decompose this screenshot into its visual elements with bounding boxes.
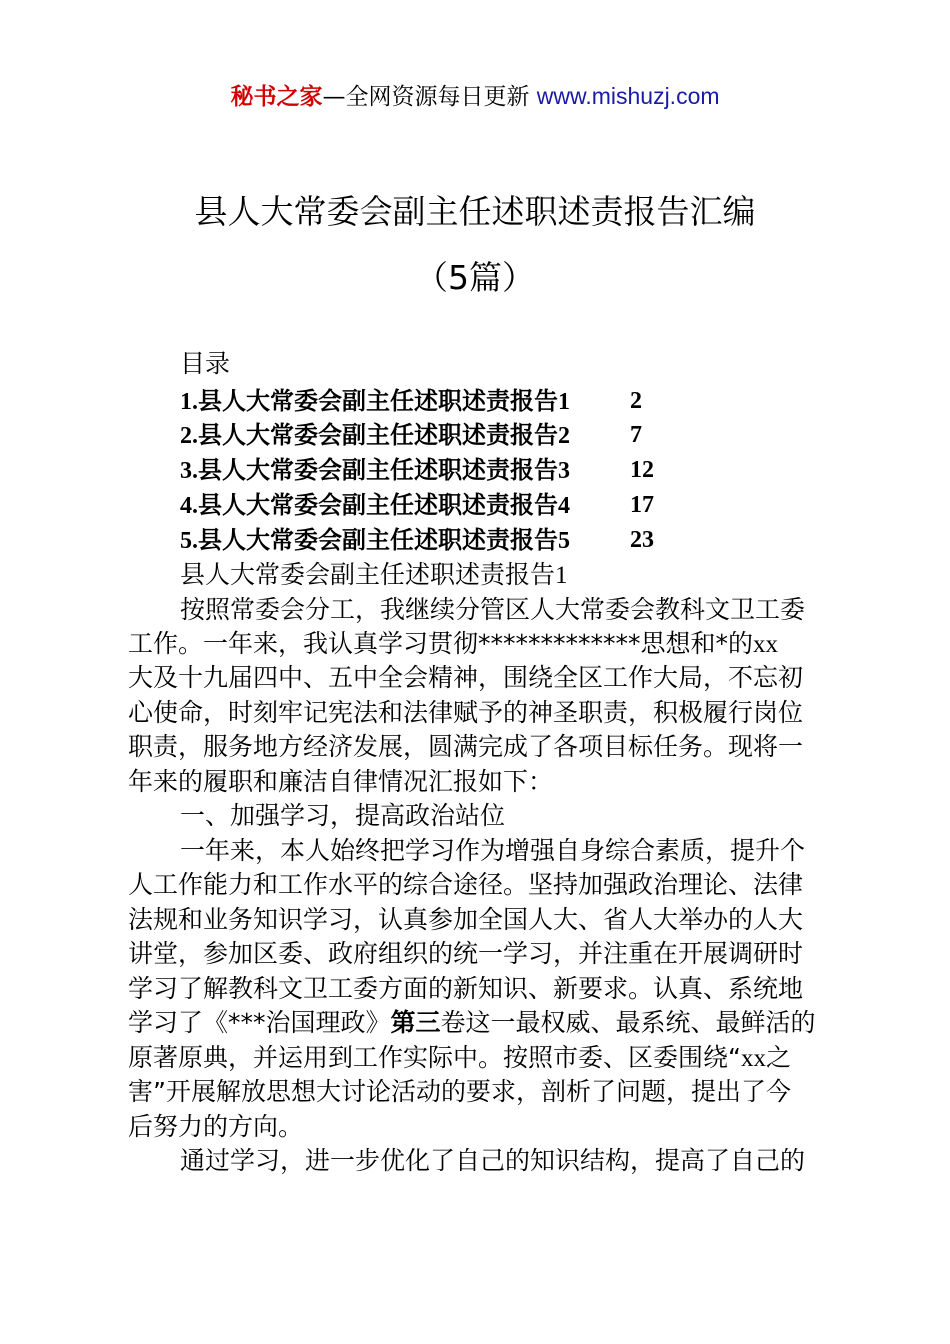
paragraph-text-xx: xx	[740, 1045, 766, 1072]
toc-entry-label: 县人大常委会副主任述职述责报告	[198, 456, 558, 484]
toc-entry-label: 县人大常委会副主任述职述责报告	[198, 491, 558, 519]
toc-entry-number: 4.	[180, 493, 198, 519]
paragraph-line	[128, 627, 778, 662]
toc-heading: 目录	[180, 349, 231, 378]
paragraph-line	[128, 1041, 791, 1076]
paragraph-line: 后努力的方向。	[128, 1112, 304, 1141]
paragraph-line: 讲堂，参加区委、政府组织的统一学习，并注重在开展调研时	[128, 939, 804, 968]
paragraph-text: 工作。一年来，我认真学习贯彻*************思想和*的	[128, 629, 754, 658]
paragraph-line: 法规和业务知识学习，认真参加全国人大、省人大举办的人大	[128, 905, 804, 934]
toc-entry-number: 5.	[180, 528, 198, 554]
paragraph-line: 通过学习，进一步优化了自己的知识结构，提高了自己的	[180, 1146, 806, 1175]
paragraph-line: 年来的履职和廉洁自律情况汇报如下：	[128, 767, 554, 796]
toc-entry-number: 2.	[180, 423, 198, 449]
header-slogan: —全网资源每日更新	[322, 84, 530, 110]
toc-entry-label: 县人大常委会副主任述职述责报告	[198, 526, 558, 554]
paragraph-text: 原著原典，并运用到工作实际中。按照市委、区委围绕“	[128, 1043, 741, 1072]
toc-entry-page: 23	[630, 527, 654, 553]
paragraph-text: 之	[765, 1043, 791, 1072]
toc-entry-number: 3.	[180, 458, 198, 484]
report-heading-number: 1	[555, 562, 568, 589]
paragraph-line: 按照常委会分工，我继续分管区人大常委会教科文卫工委	[180, 595, 806, 624]
paragraph-text: 卷这一最权威、最系统、最鲜活的	[440, 1008, 816, 1037]
paragraph-line: 职责，服务地方经济发展，圆满完成了各项目标任务。现将一	[128, 732, 804, 761]
toc-entry[interactable]	[180, 418, 642, 452]
toc-entry-page: 17	[630, 492, 654, 518]
toc-entry[interactable]	[180, 384, 642, 418]
header-url[interactable]: www.mishuzj.com	[536, 83, 720, 109]
document-title: 县人大常委会副主任述职述责报告汇编	[194, 192, 756, 231]
toc-entry[interactable]	[180, 488, 654, 522]
toc-entry-page: 12	[630, 457, 654, 483]
paragraph-bold-text: 第三	[390, 1008, 441, 1037]
toc-entry-index: 3	[558, 458, 570, 484]
paragraph-line	[128, 1006, 816, 1040]
toc-entry-index: 4	[558, 493, 570, 519]
toc-entry-label: 县人大常委会副主任述职述责报告	[198, 387, 558, 415]
paragraph-line: 害”开展解放思想大讨论活动的要求，剖析了问题，提出了今	[128, 1077, 791, 1106]
watermark-header	[0, 80, 950, 113]
section-heading: 一、加强学习，提高政治站位	[180, 801, 506, 830]
toc-entry-index: 2	[558, 423, 570, 449]
brand-name: 秘书之家	[230, 84, 323, 110]
toc-entry-index: 1	[558, 389, 570, 415]
toc-entry-page: 7	[630, 422, 642, 448]
paragraph-line: 心使命，时刻牢记宪法和法律赋予的神圣职责，积极履行岗位	[128, 698, 804, 727]
toc-entry-page: 2	[630, 388, 642, 414]
document-subtitle: （5篇）	[415, 258, 535, 297]
paragraph-line: 人工作能力和工作水平的综合途径。坚持加强政治理论、法律	[128, 870, 804, 899]
toc-entry[interactable]	[180, 523, 654, 557]
paragraph-text-xx: xx	[753, 631, 779, 658]
toc-entry[interactable]	[180, 453, 654, 487]
report-heading-text: 县人大常委会副主任述职述责报告	[180, 560, 556, 589]
paragraph-text: 学习了《***治国理政》	[128, 1008, 391, 1037]
toc-entry-number: 1.	[180, 389, 198, 415]
toc-entry-index: 5	[558, 528, 570, 554]
report-heading	[180, 558, 568, 593]
paragraph-line: 一年来，本人始终把学习作为增强自身综合素质，提升个	[180, 836, 806, 865]
paragraph-line: 学习了解教科文卫工委方面的新知识、新要求。认真、系统地	[128, 974, 804, 1003]
paragraph-line: 大及十九届四中、五中全会精神，围绕全区工作大局，不忘初	[128, 663, 804, 692]
toc-entry-label: 县人大常委会副主任述职述责报告	[198, 421, 558, 449]
